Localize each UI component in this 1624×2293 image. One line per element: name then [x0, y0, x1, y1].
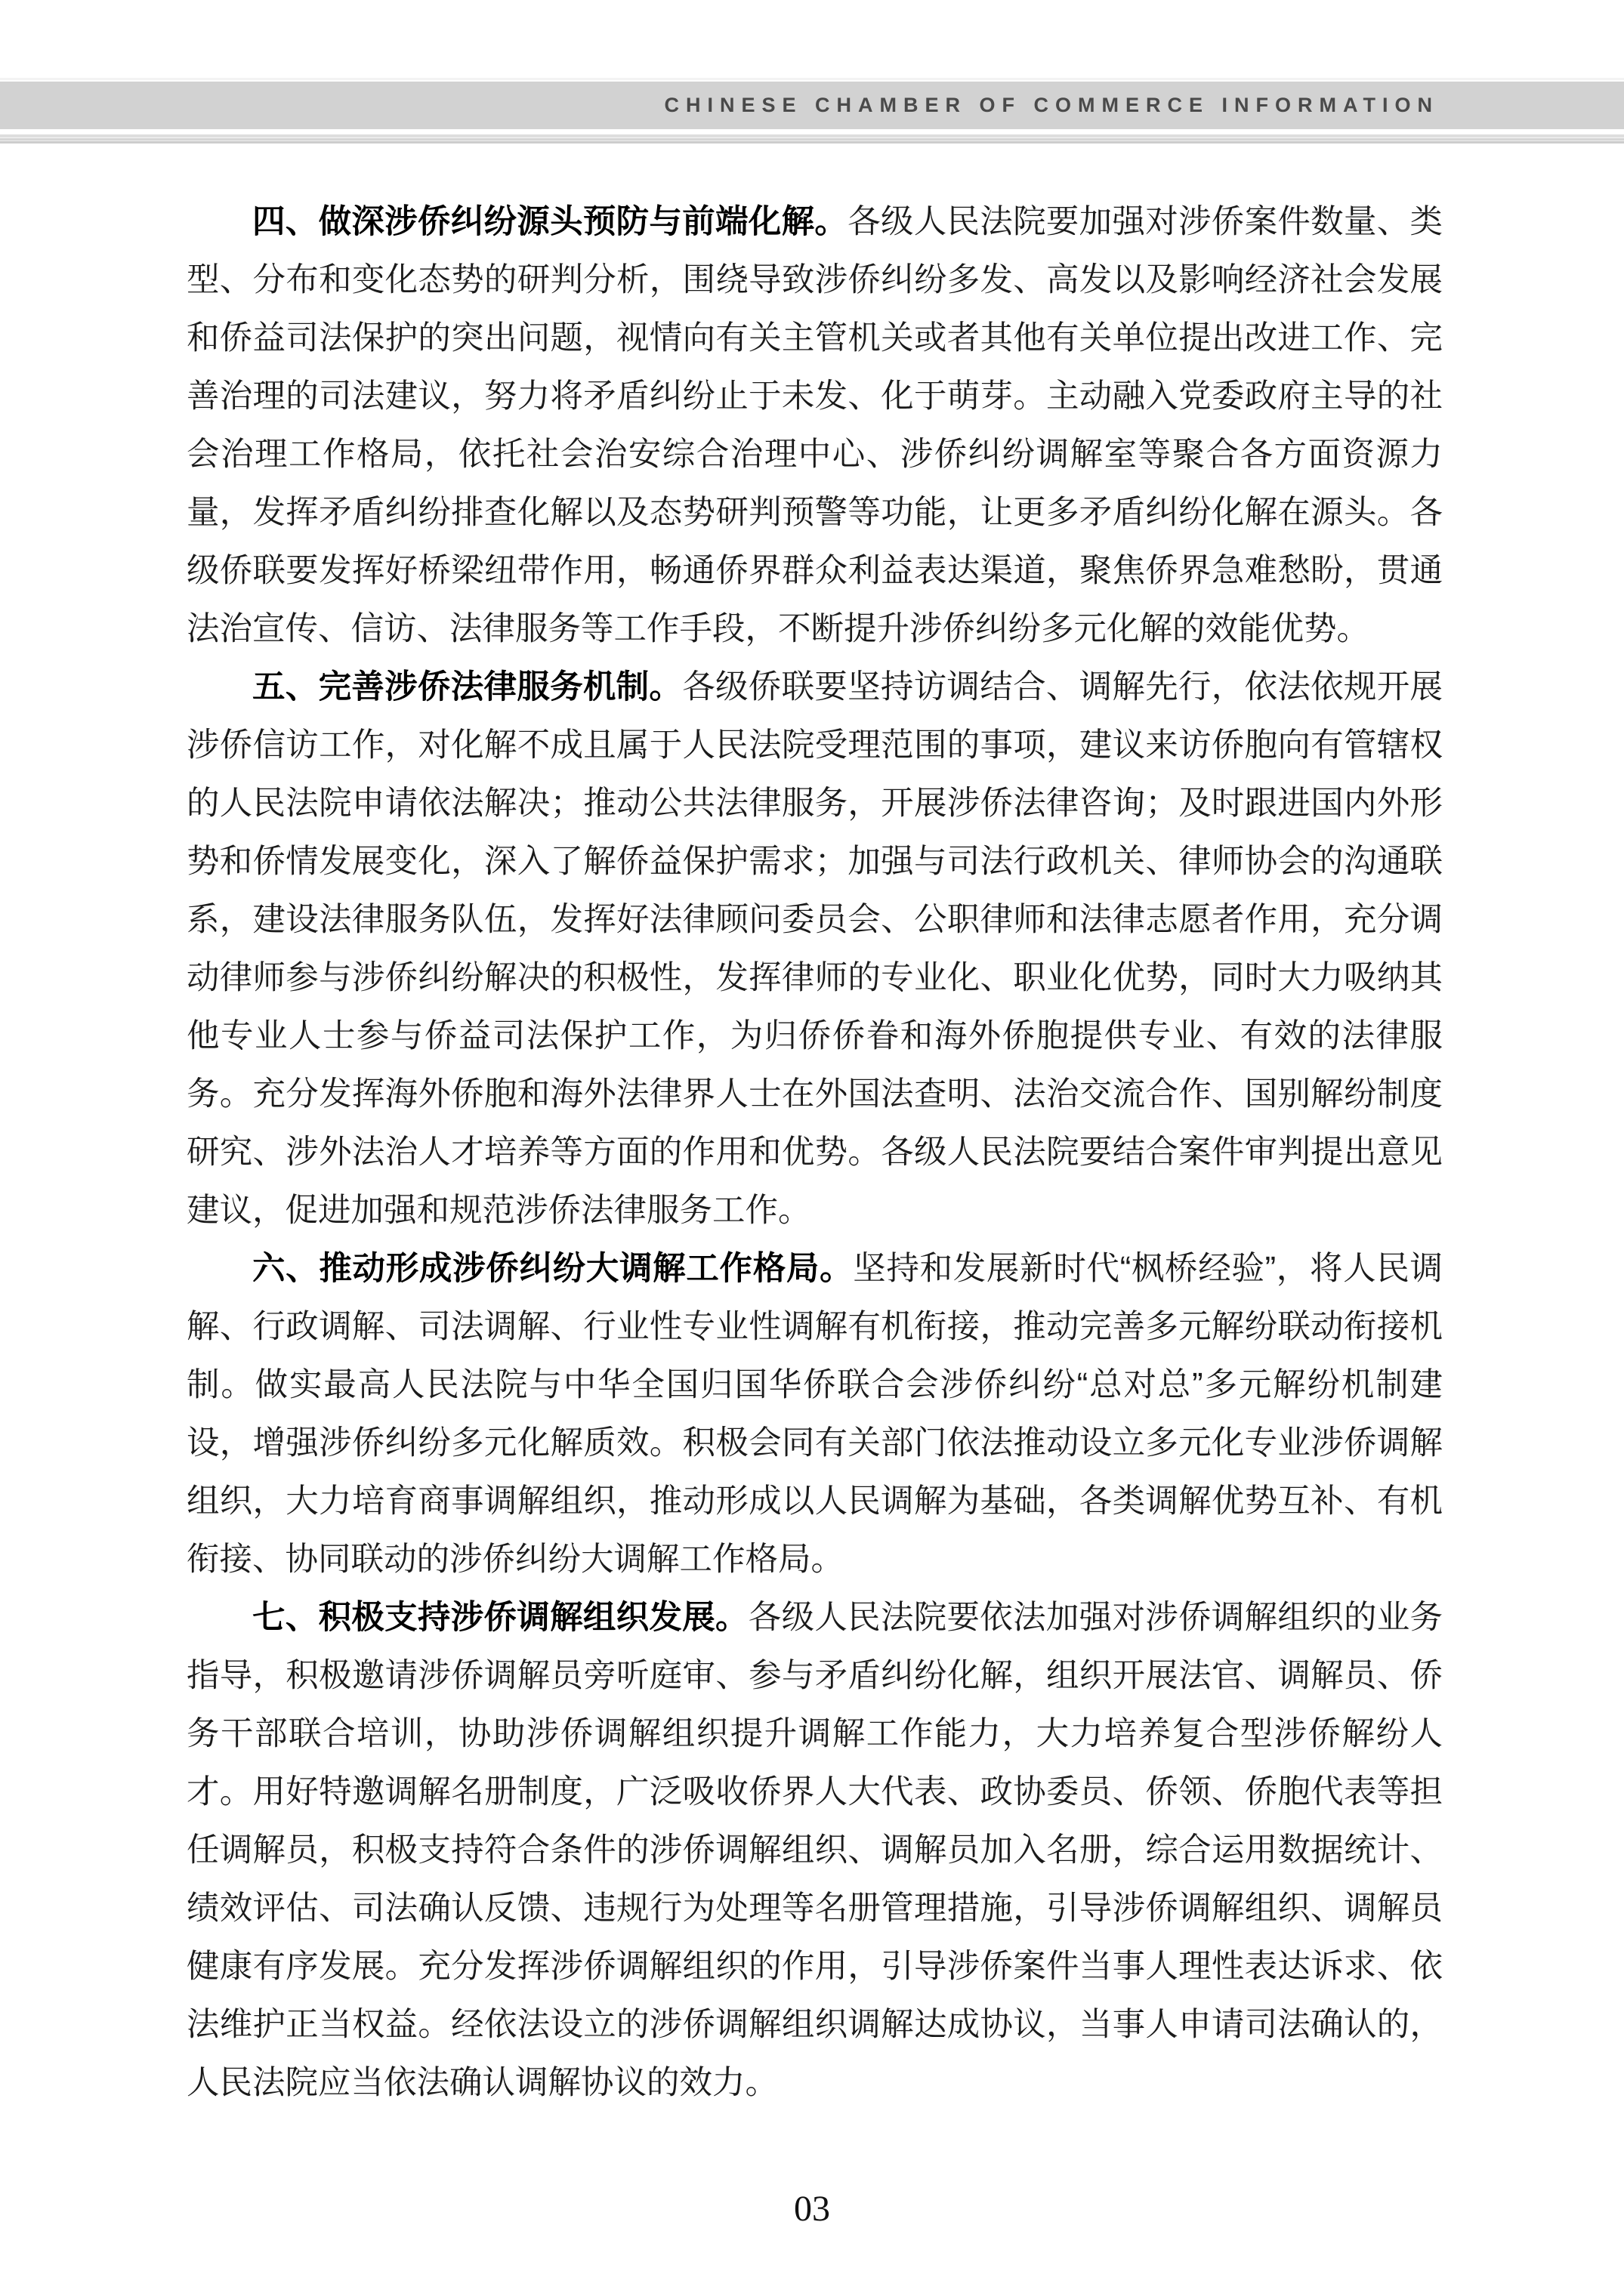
document-content [187, 193, 1443, 2112]
paragraph-4 [187, 193, 1443, 659]
header-stripe [0, 134, 1624, 144]
paragraph-7-body: 各级人民法院要依法加强对涉侨调解组织的业务指导，积极邀请涉侨调解员旁听庭审、参与矛盾纠纷化解，组织开展法官、调解员、侨务干部联合培训，协助涉侨调解组织提升调解工作能力，大力培养复合型涉侨解纷人才。用好特邀调解名册制度，广泛吸收侨界人大代表、政协委员、侨领、侨胞代表等担任调解员，积极支持符合条件的涉侨调解组织、调解员加入名册，综合运用数据统计、绩效评估、司法确认反馈、违规行为处理等名册管理措施，引导涉侨调解组织、调解员健康有序发展。充分发挥涉侨调解组织的作用，引导涉侨案件当事人理性表达诉求、依法维护正当权益。经依法设立的涉侨调解组织调解达成协议，当事人申请司法确认的，人民法院应当依法确认调解协议的效力。 [187, 1600, 1443, 2101]
header-banner [0, 82, 1624, 129]
paragraph-6-body: 坚持和发展新时代“枫桥经验”，将人民调解、行政调解、司法调解、行业性专业性调解有机衔接，推动完善多元解纷联动衔接机制。做实最高人民法院与中华全国归国华侨联合会涉侨纠纷“总对总”多元解纷机制建设，增强涉侨纠纷多元化解质效。积极会同有关部门依法推动设立多元化专业涉侨调解组织，大力培育商事调解组织，推动形成以人民调解为基础，各类调解优势互补、有机衔接、协同联动的涉侨纠纷大调解工作格局。 [187, 1251, 1443, 1578]
paragraph-5-body: 各级侨联要坚持访调结合、调解先行，依法依规开展涉侨信访工作，对化解不成且属于人民法院受理范围的事项，建议来访侨胞向有管辖权的人民法院申请依法解决；推动公共法律服务，开展涉侨法律咨询；及时跟进国内外形势和侨情发展变化，深入了解侨益保护需求；加强与司法行政机关、律师协会的沟通联系，建设法律服务队伍，发挥好法律顾问委员会、公职律师和法律志愿者作用，充分调动律师参与涉侨纠纷解决的积极性，发挥律师的专业化、职业化优势，同时大力吸纳其他专业人士参与侨益司法保护工作，为归侨侨眷和海外侨胞提供专业、有效的法律服务。充分发挥海外侨胞和海外法律界人士在外国法查明、法治交流合作、国别解纷制度研究、涉外法治人才培养等方面的作用和优势。各级人民法院要结合案件审判提出意见建议，促进加强和规范涉侨法律服务工作。 [187, 669, 1443, 1229]
paragraph-4-heading: 四、做深涉侨纠纷源头预防与前端化解。 [252, 204, 848, 240]
paragraph-6 [187, 1240, 1443, 1589]
paragraph-4-body: 各级人民法院要加强对涉侨案件数量、类型、分布和变化态势的研判分析，围绕导致涉侨纠纷多发、高发以及影响经济社会发展和侨益司法保护的突出问题，视情向有关主管机关或者其他有关单位提出改进工作、完善治理的司法建议，努力将矛盾纠纷止于未发、化于萌芽。主动融入党委政府主导的社会治理工作格局，依托社会治安综合治理中心、涉侨纠纷调解室等聚合各方面资源力量，发挥矛盾纠纷排查化解以及态势研判预警等功能，让更多矛盾纠纷化解在源头。各级侨联要发挥好桥梁纽带作用，畅通侨界群众利益表达渠道，聚焦侨界急难愁盼，贯通法治宣传、信访、法律服务等工作手段，不断提升涉侨纠纷多元化解的效能优势。 [187, 204, 1443, 647]
paragraph-5 [187, 659, 1443, 1240]
paragraph-5-heading: 五、完善涉侨法律服务机制。 [252, 669, 683, 705]
paragraph-7 [187, 1589, 1443, 2112]
paragraph-6-heading: 六、推动形成涉侨纠纷大调解工作格局。 [252, 1251, 854, 1287]
page-number: 03 [794, 2189, 830, 2229]
header-top-rule [0, 78, 1624, 80]
paragraph-7-heading: 七、积极支持涉侨调解组织发展。 [252, 1600, 749, 1636]
header-banner-text: CHINESE CHAMBER OF COMMERCE INFORMATION [664, 94, 1439, 116]
